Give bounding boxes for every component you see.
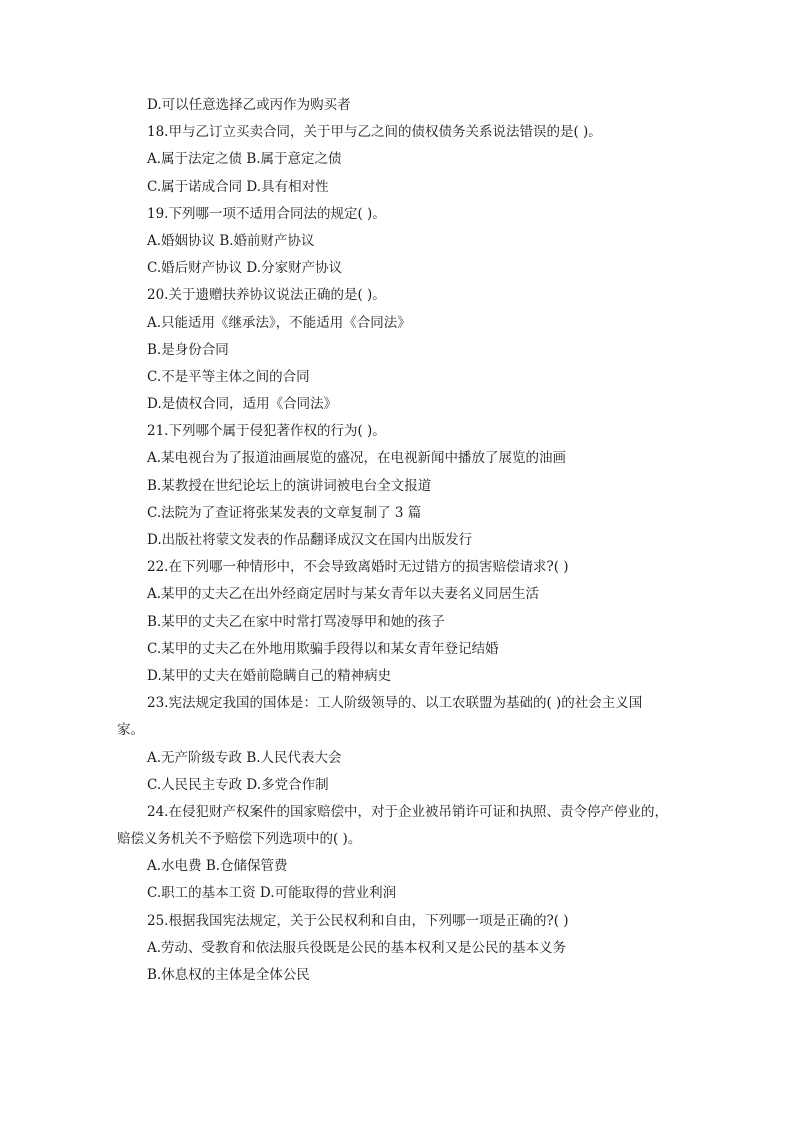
- text-line: C.人民民主专政 D.多党合作制: [147, 776, 329, 793]
- text-line: D.某甲的丈夫在婚前隐瞒自己的精神病史: [147, 667, 392, 684]
- text-line: D.出版社将蒙文发表的作品翻译成汉文在国内出版发行: [147, 532, 473, 548]
- text-line: C.不是平等主体之间的合同: [147, 368, 310, 385]
- question-21: 21.下列哪个属于侵犯著作权的行为( )。: [147, 423, 386, 440]
- text-line: C.法院为了查证将张某发表的文章复制了 3 篇: [147, 504, 422, 521]
- question-24: 24.在侵犯财产权案件的国家赔偿中，对于企业被吊销许可证和执照、责令停产停业的，: [147, 803, 668, 820]
- question-23: 23.宪法规定我国的国体是：工人阶级领导的、以工农联盟为基础的( )的社会主义国: [147, 695, 643, 712]
- question-23-continuation: 家。: [117, 722, 144, 739]
- question-20: 20.关于遗赠扶养协议说法正确的是( )。: [147, 287, 386, 304]
- text-line: A.劳动、受教育和依法服兵役既是公民的基本权利又是公民的基本义务: [147, 939, 567, 956]
- text-line: A.无产阶级专政 B.人民代表大会: [147, 749, 342, 766]
- text-line: C.职工的基本工资 D.可能取得的营业利润: [147, 885, 397, 902]
- document-body: [117, 92, 685, 989]
- question-24-continuation: 赔偿义务机关不予赔偿下列选项中的( )。: [117, 831, 362, 848]
- text-line: B.某教授在世纪论坛上的演讲词被电台全文报道: [147, 477, 432, 494]
- text-line: A.只能适用《继承法》，不能适用《合同法》: [147, 314, 411, 331]
- text-line: C.某甲的丈夫乙在外地用欺骗手段得以和某女青年登记结婚: [147, 640, 499, 657]
- question-19: 19.下列哪一项不适用合同法的规定( )。: [147, 205, 386, 222]
- text-line: D.可以任意选择乙或丙作为购买者: [147, 97, 351, 113]
- text-line: D.是债权合同，适用《合同法》: [147, 396, 338, 413]
- text-line: B.是身份合同: [147, 341, 229, 358]
- text-line: A.属于法定之债 B.属于意定之债: [147, 151, 342, 168]
- text-line: A.婚姻协议 B.婚前财产协议: [147, 232, 315, 249]
- text-line: C.婚后财产协议 D.分家财产协议: [147, 260, 343, 277]
- text-line: A.水电费 B.仓储保管费: [147, 858, 288, 875]
- question-18: 18.甲与乙订立买卖合同，关于甲与乙之间的债权债务关系说法错误的是( )。: [147, 124, 602, 141]
- text-line: A.某甲的丈夫乙在出外经商定居时与某女青年以夫妻名义同居生活: [147, 586, 540, 603]
- text-line: B.某甲的丈夫乙在家中时常打骂凌辱甲和她的孩子: [147, 613, 445, 630]
- text-line: A.某电视台为了报道油画展览的盛况，在电视新闻中播放了展览的油画: [147, 450, 567, 467]
- text-line: C.属于诺成合同 D.具有相对性: [147, 178, 329, 195]
- text-line: B.休息权的主体是全体公民: [147, 967, 310, 983]
- question-25: 25.根据我国宪法规定，关于公民权利和自由，下列哪一项是正确的?( ): [147, 912, 569, 929]
- question-22: 22.在下列哪一种情形中，不会导致离婚时无过错方的损害赔偿请求?( ): [147, 559, 569, 576]
